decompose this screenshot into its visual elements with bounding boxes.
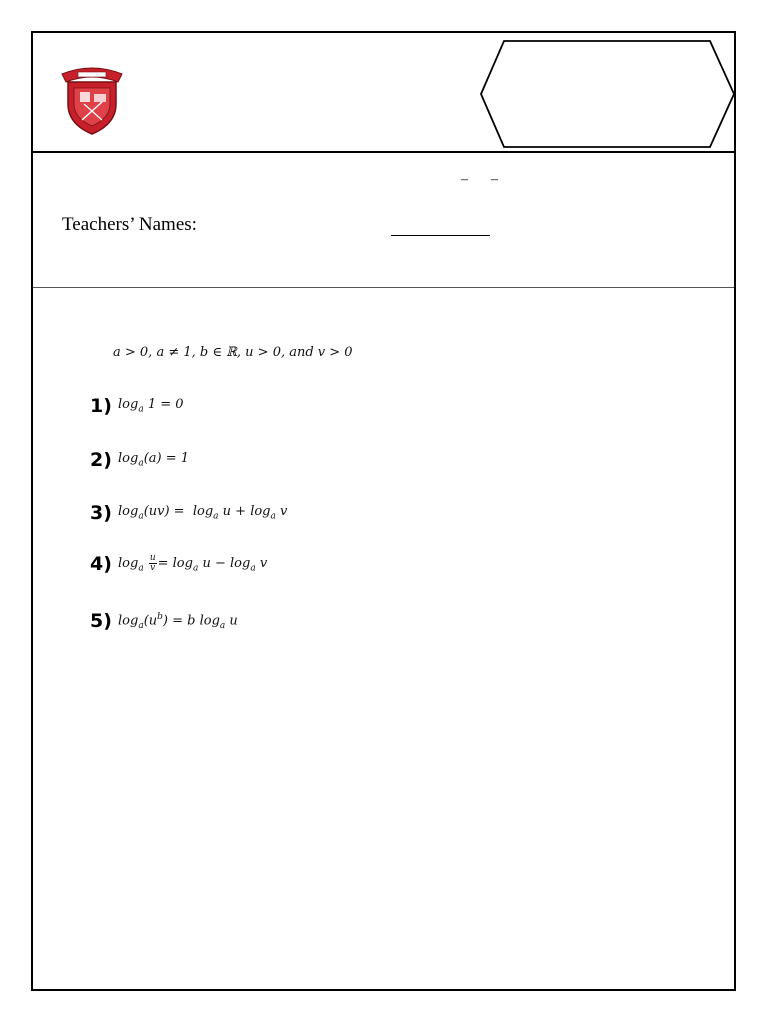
teachers-names-label: Teachers’ Names: <box>62 214 197 235</box>
rule-4 <box>90 553 267 575</box>
empty-hexagon-box <box>478 38 738 150</box>
info-divider <box>33 287 734 288</box>
school-crest-icon <box>58 60 126 136</box>
rule-formula: $\log_a 1 = 0$ <box>118 397 184 415</box>
condition-statement: a > 0, a ≠ 1, b ∈ ℝ, u > 0, and v > 0 <box>113 345 353 360</box>
rule-1 <box>90 395 184 417</box>
rule-formula: $\log_a(u^b) = b$ $\log_a u$ <box>118 611 238 631</box>
rule-formula: $\log_a$ $\frac{u}{v}$ = $\log_a u - \log_a v$ <box>118 553 268 574</box>
rule-5 <box>90 610 238 632</box>
dash-mark: – <box>491 172 498 187</box>
rule-formula: $\log_a(a) = 1$ <box>118 451 190 469</box>
rule-formula: $\log_a(uv) = \log_a u + \log_a v$ <box>118 504 288 522</box>
rule-number: 4) <box>90 553 112 575</box>
rule-number: 5) <box>90 610 112 632</box>
rule-number: 2) <box>90 449 112 471</box>
rule-2 <box>90 449 189 471</box>
rule-3 <box>90 502 287 524</box>
teachers-names-line <box>391 235 490 236</box>
dash-mark: – <box>461 172 468 187</box>
rule-number: 3) <box>90 502 112 524</box>
rule-number: 1) <box>90 395 112 417</box>
header-divider <box>33 151 734 153</box>
